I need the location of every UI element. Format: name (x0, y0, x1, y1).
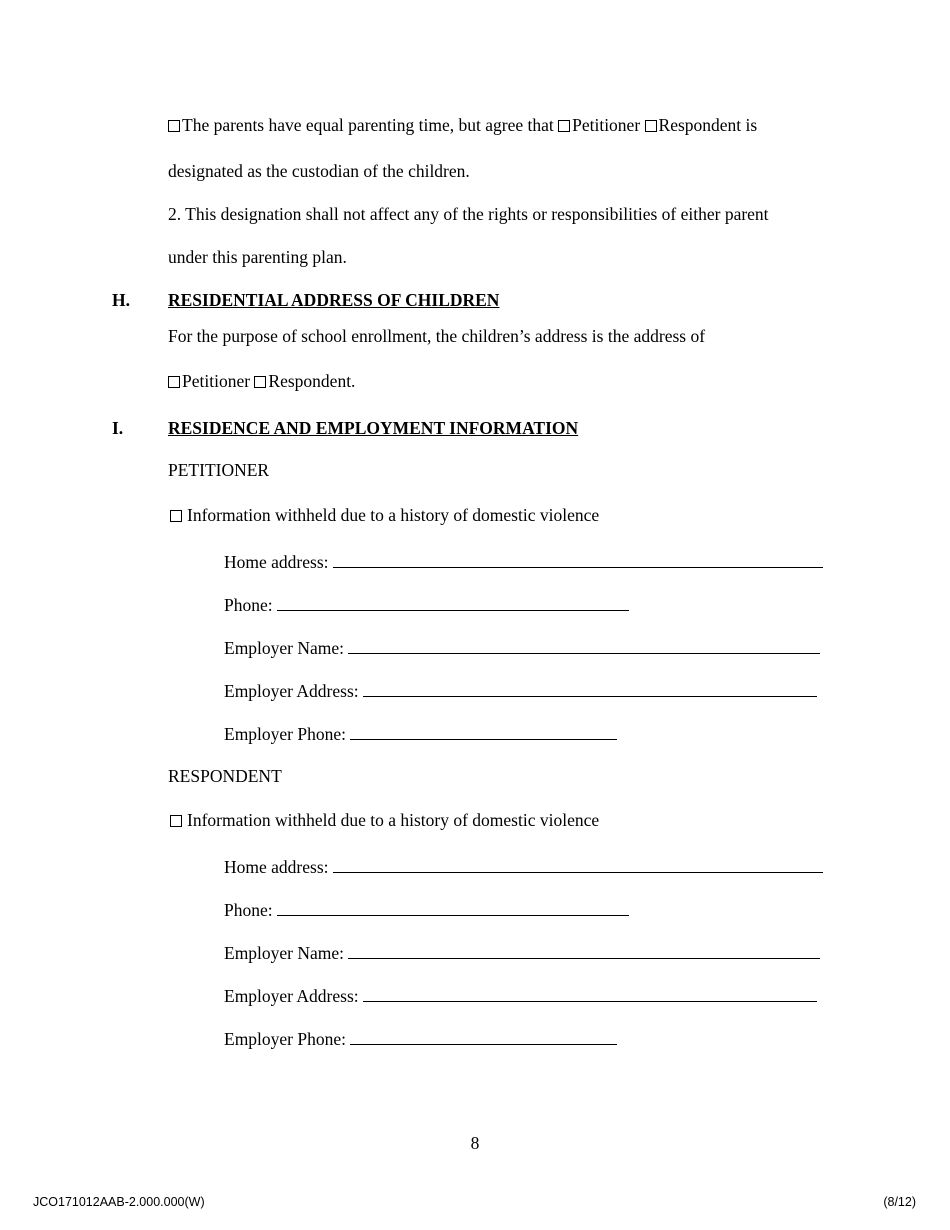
respondent-withheld-checkbox[interactable] (170, 815, 182, 827)
respondent-employer-address-label: Employer Address: (224, 986, 359, 1006)
petitioner-phone-field[interactable] (277, 595, 629, 611)
school-enrollment-text: For the purpose of school enrollment, the children’s address is the address of (168, 326, 706, 346)
custodian-petitioner-label: Petitioner (572, 115, 641, 135)
section-i-title: RESIDENCE AND EMPLOYMENT INFORMATION (168, 418, 579, 438)
respondent-employer-phone-field[interactable] (350, 1029, 617, 1045)
respondent-employer-name-field[interactable] (348, 943, 820, 959)
residential-petitioner-label: Petitioner (182, 371, 251, 391)
equal-time-checkbox[interactable] (168, 120, 180, 132)
petitioner-home-address-row (224, 551, 823, 573)
respondent-home-address-row (224, 856, 823, 878)
respondent-phone-label: Phone: (224, 900, 273, 920)
petitioner-employer-phone-label: Employer Phone: (224, 724, 346, 744)
respondent-employer-phone-label: Employer Phone: (224, 1029, 346, 1049)
respondent-phone-row (224, 899, 629, 921)
custodian-respondent-label: Respondent (658, 115, 742, 135)
designation-item-2-cont: under this parenting plan. (168, 247, 347, 267)
residential-petitioner-checkbox[interactable] (168, 376, 180, 388)
respondent-heading: RESPONDENT (168, 766, 282, 786)
respondent-employer-name-label: Employer Name: (224, 943, 345, 963)
section-h-letter: H. (112, 290, 130, 310)
footer-doc-code: JCO171012AAB-2.000.000(W) (33, 1195, 205, 1209)
respondent-employer-phone-row (224, 1028, 617, 1050)
respondent-home-address-label: Home address: (224, 857, 329, 877)
respondent-employer-address-row (224, 985, 817, 1007)
petitioner-home-address-label: Home address: (224, 552, 329, 572)
respondent-employer-name-row (224, 942, 820, 964)
custodian-respondent-checkbox[interactable] (645, 120, 657, 132)
petitioner-employer-address-field[interactable] (363, 681, 817, 697)
petitioner-withheld-label: Information withheld due to a history of domestic violence (187, 505, 600, 525)
residential-respondent-checkbox[interactable] (254, 376, 266, 388)
petitioner-withheld-checkbox[interactable] (170, 510, 182, 522)
equal-time-continuation: designated as the custodian of the children. (168, 161, 470, 181)
respondent-phone-field[interactable] (277, 900, 629, 916)
equal-time-text: The parents have equal parenting time, but agree that (182, 115, 559, 135)
respondent-home-address-field[interactable] (333, 857, 823, 873)
petitioner-employer-address-label: Employer Address: (224, 681, 359, 701)
petitioner-heading: PETITIONER (168, 460, 270, 480)
page-number: 8 (470, 1133, 480, 1153)
petitioner-employer-name-field[interactable] (348, 638, 820, 654)
respondent-withheld-option (170, 809, 599, 831)
equal-time-option (168, 114, 757, 136)
designation-item-2: 2. This designation shall not affect any of the rights or responsibilities of either parent (168, 204, 769, 224)
petitioner-employer-phone-field[interactable] (350, 724, 617, 740)
petitioner-phone-row (224, 594, 629, 616)
petitioner-employer-name-row (224, 637, 820, 659)
petitioner-employer-name-label: Employer Name: (224, 638, 345, 658)
section-i-letter: I. (112, 418, 124, 438)
respondent-withheld-label: Information withheld due to a history of domestic violence (187, 810, 600, 830)
petitioner-home-address-field[interactable] (333, 552, 823, 568)
petitioner-employer-address-row (224, 680, 817, 702)
petitioner-phone-label: Phone: (224, 595, 273, 615)
section-h-title: RESIDENTIAL ADDRESS OF CHILDREN (168, 290, 500, 310)
petitioner-employer-phone-row (224, 723, 617, 745)
petitioner-withheld-option (170, 504, 599, 526)
residential-respondent-label: Respondent. (268, 371, 356, 391)
respondent-employer-address-field[interactable] (363, 986, 817, 1002)
footer-page-of: (8/12) (883, 1195, 916, 1209)
residential-address-options (168, 370, 355, 392)
custodian-petitioner-checkbox[interactable] (558, 120, 570, 132)
equal-time-text-end: is (741, 115, 758, 135)
